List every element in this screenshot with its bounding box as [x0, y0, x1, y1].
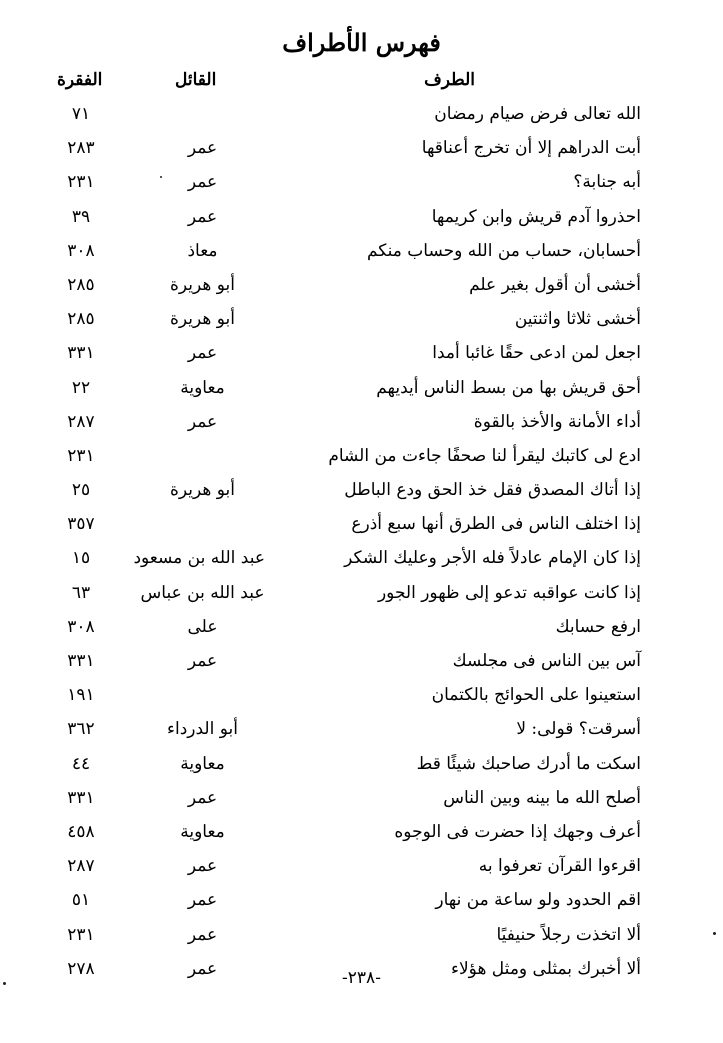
- faqra-number: ٤٤: [71, 753, 91, 774]
- tarf-text: اجعل لمن ادعى حقًا غائبا أمدا: [432, 343, 641, 364]
- qail-text: أبو الدرداء: [167, 719, 238, 740]
- table-row: [0, 473, 723, 507]
- qail-text: معاوية: [180, 821, 225, 842]
- column-header-qail: القائل: [175, 70, 217, 90]
- tarf-text: اقرءوا القرآن تعرفوا به: [478, 856, 641, 877]
- tarf-text: أخشى أن أقول بغير علم: [469, 274, 641, 295]
- qail-text: عمر: [187, 856, 218, 877]
- scan-speck: [160, 176, 162, 178]
- table-row: [0, 131, 723, 165]
- qail-text: أبو هريرة: [169, 309, 235, 330]
- column-header-faqra: الفقرة: [57, 70, 103, 90]
- column-header-tarf: الطرف: [424, 70, 475, 90]
- qail-text: عبد الله بن مسعود: [133, 548, 265, 569]
- faqra-number: ١٩١: [67, 685, 95, 706]
- tarf-text: الله تعالى فرض صيام رمضان: [434, 104, 641, 124]
- tarf-text: أبه جنابة؟: [573, 172, 641, 193]
- faqra-number: ٢٨٥: [67, 309, 95, 330]
- faqra-number: ٢٨٧: [67, 856, 95, 877]
- index-table: [0, 97, 723, 986]
- faqra-number: ٣٣١: [67, 787, 95, 808]
- qail-text: معاوية: [180, 753, 225, 774]
- table-row: [0, 747, 723, 781]
- table-row: [0, 849, 723, 883]
- tarf-text: احذروا آدم قريش وابن كريمها: [431, 206, 641, 227]
- tarf-text: آس بين الناس فى مجلسك: [452, 651, 641, 671]
- table-row: [0, 541, 723, 575]
- faqra-number: ٢٣١: [67, 924, 95, 945]
- table-row: [0, 815, 723, 849]
- scan-speck: [3, 982, 6, 985]
- page-number: -٢٣٨-: [342, 968, 381, 988]
- table-row: [0, 918, 723, 952]
- table-row: [0, 165, 723, 199]
- faqra-number: ٣٠٨: [67, 616, 95, 637]
- faqra-number: ٣٠٨: [67, 240, 95, 261]
- tarf-text: إذا كانت عواقبه تدعو إلى ظهور الجور: [377, 582, 641, 603]
- table-row: [0, 97, 723, 131]
- table-row: [0, 336, 723, 370]
- faqra-number: ٢٨٧: [67, 411, 95, 432]
- table-row: [0, 644, 723, 678]
- table-row: [0, 439, 723, 473]
- faqra-number: ٧١: [71, 104, 91, 124]
- qail-text: معاذ: [187, 240, 218, 261]
- table-row: [0, 405, 723, 439]
- tarf-text: أداء الأمانة والأخذ بالقوة: [473, 411, 641, 432]
- tarf-text: أحق قريش بها من بسط الناس أيديهم: [376, 377, 641, 398]
- faqra-number: ٥١: [71, 890, 91, 911]
- table-row: [0, 678, 723, 712]
- table-row: [0, 781, 723, 815]
- table-row: [0, 302, 723, 336]
- faqra-number: ٢٥: [71, 480, 91, 501]
- tarf-text: ألا أخبرك بمثلى ومثل هؤلاء: [450, 958, 641, 979]
- faqra-number: ٢٢: [71, 377, 91, 398]
- faqra-number: ٣٥٧: [67, 514, 95, 535]
- tarf-text: إذا اختلف الناس فى الطرق أنها سبع أذرع: [351, 514, 641, 535]
- scan-speck: [713, 932, 716, 935]
- tarf-text: ادع لى كاتبك ليقرأ لنا صحفًا جاءت من الشام: [328, 445, 641, 466]
- qail-text: عمر: [187, 890, 218, 911]
- tarf-text: أبت الدراهم إلا أن تخرج أعناقها: [421, 138, 641, 159]
- table-row: [0, 507, 723, 541]
- table-row: [0, 610, 723, 644]
- qail-text: معاوية: [180, 377, 225, 398]
- tarf-text: أسرقت؟ قولى: لا: [516, 719, 641, 740]
- tarf-text: إذا كان الإمام عادلاً فله الأجر وعليك الشكر: [344, 548, 641, 569]
- faqra-number: ٢٨٥: [67, 274, 95, 295]
- qail-text: عمر: [187, 172, 218, 193]
- faqra-number: ٣٩: [71, 206, 91, 227]
- tarf-text: ارفع حسابك: [555, 616, 641, 637]
- qail-text: أبو هريرة: [169, 480, 235, 501]
- qail-text: عمر: [187, 924, 218, 945]
- faqra-number: ٣٦٢: [67, 719, 95, 740]
- tarf-text: اقم الحدود ولو ساعة من نهار: [435, 890, 641, 911]
- faqra-number: ٦٣: [71, 582, 91, 603]
- tarf-text: ألا اتخذت رجلاً حنيفيًا: [496, 924, 641, 945]
- tarf-text: أخشى ثلاثا واثنتين: [514, 309, 641, 330]
- table-row: [0, 576, 723, 610]
- tarf-text: أعرف وجهك إذا حضرت فى الوجوه: [394, 821, 641, 842]
- table-row: [0, 712, 723, 746]
- qail-text: عمر: [187, 138, 218, 159]
- table-row: [0, 883, 723, 917]
- faqra-number: ٢٣١: [67, 172, 95, 193]
- tarf-text: استعينوا على الحوائج بالكتمان: [431, 685, 641, 706]
- table-row: [0, 371, 723, 405]
- faqra-number: ٢٨٣: [67, 138, 95, 159]
- tarf-text: اسكت ما أدرك صاحبك شيئًا قط: [416, 753, 641, 774]
- faqra-number: ٣٣١: [67, 343, 95, 364]
- faqra-number: ١٥: [71, 548, 91, 569]
- qail-text: عبد الله بن عباس: [140, 582, 265, 603]
- qail-text: عمر: [187, 958, 218, 979]
- qail-text: على: [187, 616, 218, 637]
- qail-text: عمر: [187, 343, 218, 364]
- table-row: [0, 268, 723, 302]
- page-title: فهرس الأطراف: [282, 28, 441, 57]
- faqra-number: ٢٧٨: [67, 958, 95, 979]
- qail-text: عمر: [187, 411, 218, 432]
- qail-text: عمر: [187, 206, 218, 227]
- faqra-number: ٤٥٨: [67, 821, 95, 842]
- faqra-number: ٣٣١: [67, 651, 95, 671]
- table-row: [0, 200, 723, 234]
- tarf-text: إذا أتاك المصدق فقل خذ الحق ودع الباطل: [344, 480, 641, 501]
- qail-text: عمر: [187, 651, 218, 671]
- qail-text: أبو هريرة: [169, 274, 235, 295]
- qail-text: عمر: [187, 787, 218, 808]
- table-row: [0, 234, 723, 268]
- tarf-text: أحسابان، حساب من الله وحساب منكم: [366, 240, 641, 261]
- tarf-text: أصلح الله ما بينه وبين الناس: [443, 787, 641, 808]
- faqra-number: ٢٣١: [67, 445, 95, 466]
